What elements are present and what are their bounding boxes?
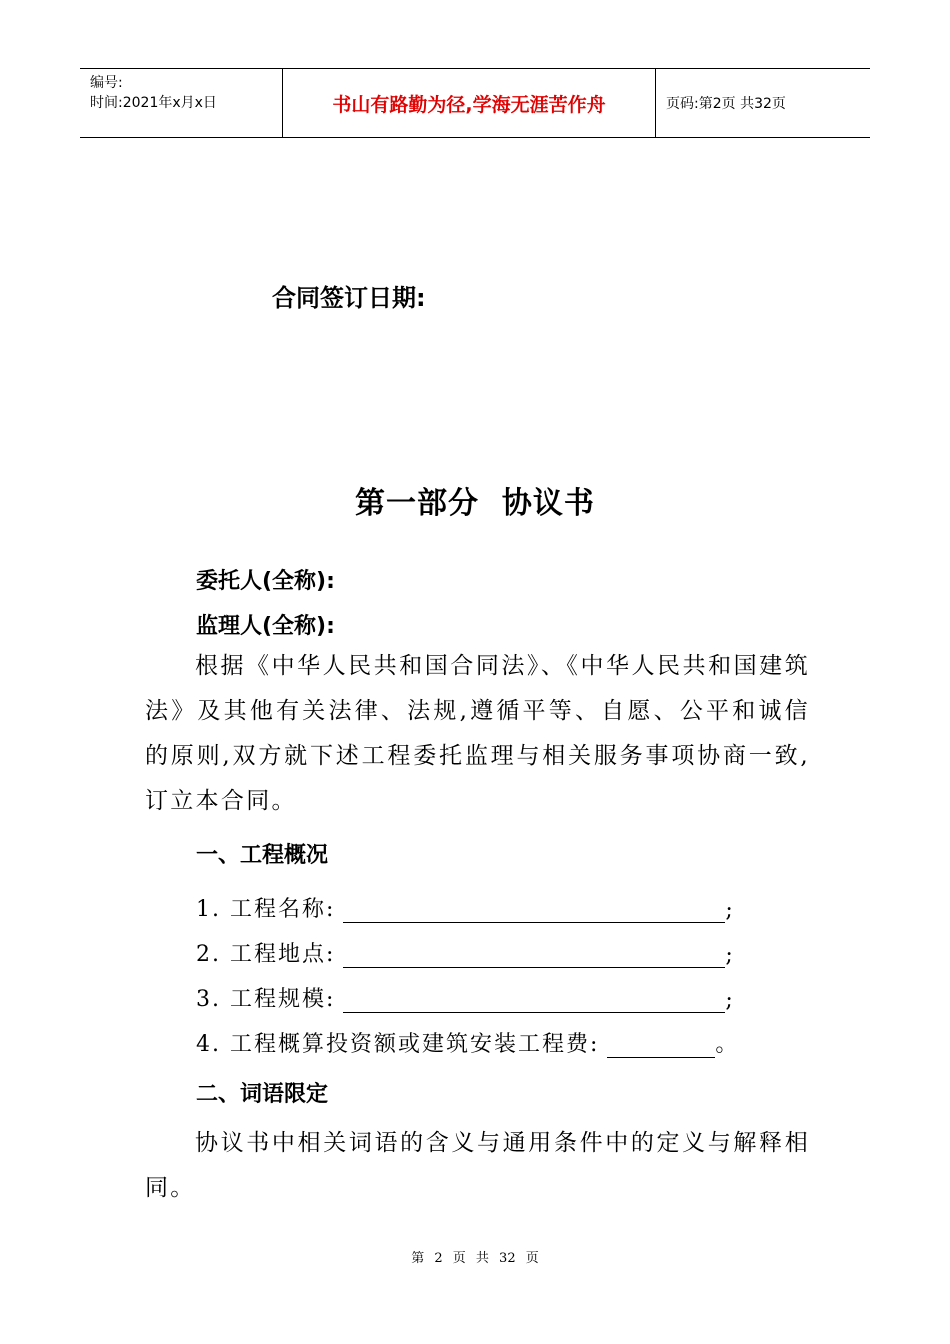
time-label: 时间:2021年x月x日 xyxy=(90,95,217,111)
item-label: 4. 工程概算投资额或建筑安装工程费: xyxy=(196,1032,600,1057)
item-end: ; xyxy=(725,898,733,923)
sign-date-label: 合同签订日期: xyxy=(272,284,426,312)
client-label: 委托人(全称): xyxy=(196,569,335,594)
page-header xyxy=(80,68,870,138)
item-end: ; xyxy=(725,988,733,1013)
section2-paragraph: 协议书中相关词语的含义与通用条件中的定义与解释相同。 xyxy=(145,1130,810,1201)
item-project-scale xyxy=(196,982,733,1013)
fill-blank[interactable] xyxy=(343,990,725,1013)
part-title: 第一部分 协议书 xyxy=(355,486,595,521)
item-end: ; xyxy=(725,943,733,968)
item-end: 。 xyxy=(715,1032,738,1057)
header-meta xyxy=(80,69,282,137)
header-slogan: 书山有路勤为径,学海无涯苦作舟 xyxy=(282,69,656,137)
intro-paragraph: 根据《中华人民共和国合同法》、《中华人民共和国建筑法》及其他有关法律、法规,遵循平等、自愿、公平和诚信的原则,双方就下述工程委托监理与相关服务事项协商一致,订立本合同。 xyxy=(145,653,810,814)
page-footer: 第 2 页 共 32 页 xyxy=(411,1251,539,1266)
fill-blank[interactable] xyxy=(343,945,725,968)
item-label: 3. 工程规模: xyxy=(196,987,336,1012)
header-page-info: 页码:第2页 共32页 xyxy=(666,96,786,112)
item-project-location xyxy=(196,937,733,968)
item-label: 2. 工程地点: xyxy=(196,942,336,967)
supervisor-label: 监理人(全称): xyxy=(196,614,335,639)
item-project-cost xyxy=(196,1027,737,1058)
fill-blank[interactable] xyxy=(607,1035,715,1058)
item-label: 1. 工程名称: xyxy=(196,897,336,922)
fill-blank[interactable] xyxy=(343,900,725,923)
item-project-name xyxy=(196,892,733,923)
section2-title: 二、词语限定 xyxy=(196,1082,329,1107)
number-label: 编号: xyxy=(90,75,123,91)
section1-title: 一、工程概况 xyxy=(196,843,329,868)
